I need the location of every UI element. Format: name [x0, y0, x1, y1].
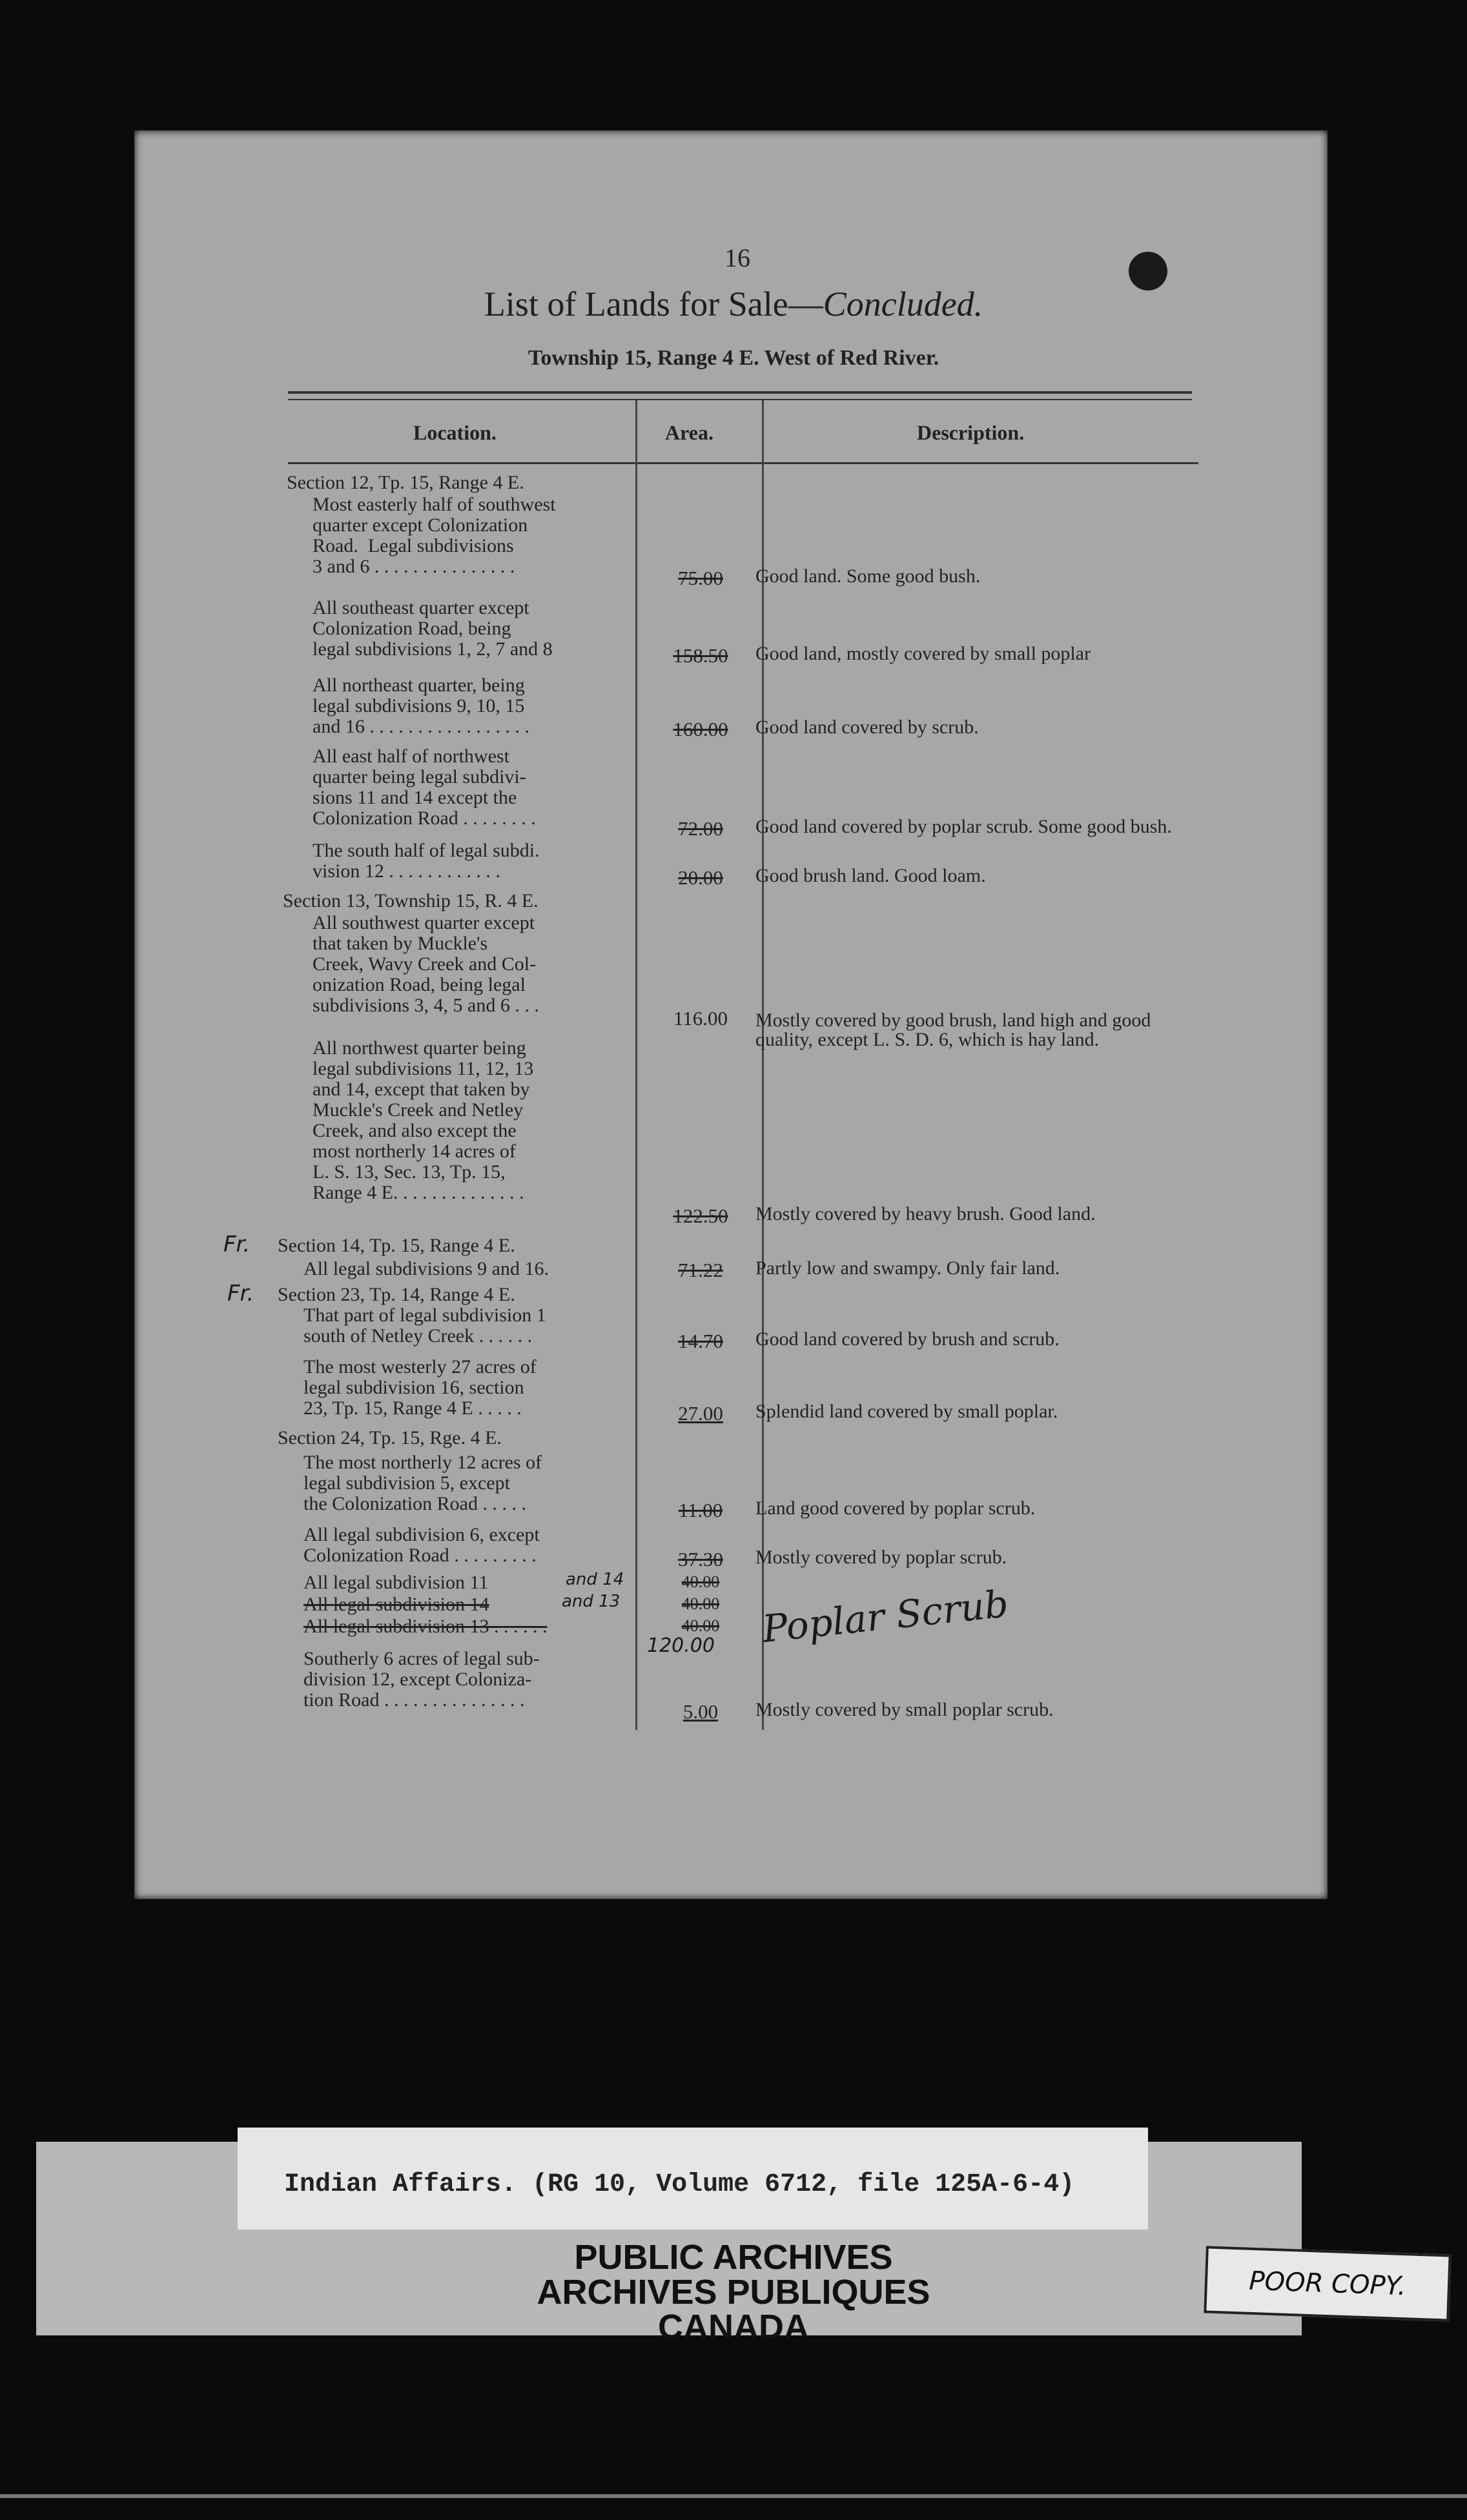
frame-edge: [0, 2494, 1467, 2498]
table-row-area: 20.00: [678, 866, 723, 889]
table-row-description: Good land covered by poplar scrub. Some good bush.: [755, 816, 1172, 837]
page-title: List of Lands for Sale—Concluded.: [484, 285, 983, 323]
column-divider-1: [635, 400, 637, 1730]
table-row-location: All east half of northwest quarter being legal subdivi- sions 11 and 14 except the Colonization Road . . . . . . . .: [313, 746, 536, 829]
margin-note-fr: Fr.: [223, 1232, 251, 1257]
table-row-description: Good brush land. Good loam.: [755, 865, 986, 886]
table-row-location: All legal subdivisions 9 and 16.: [303, 1258, 549, 1279]
archive-stamp-line-1: PUBLIC ARCHIVES: [574, 2238, 893, 2277]
table-row-area: 5.00: [682, 1700, 719, 1723]
archive-stamp-line-3: CANADA: [658, 2308, 809, 2346]
table-row-description: Partly low and swampy. Only fair land.: [755, 1257, 1060, 1279]
poor-copy-note: POOR COPY.: [1204, 2246, 1451, 2321]
table-row-area: 75.00: [678, 567, 723, 589]
table-row-area: 71.22: [678, 1259, 723, 1281]
table-row-description: Good land, mostly covered by small poplar: [755, 643, 1091, 664]
table-row-area: 11.00: [678, 1499, 723, 1521]
table-row-location: All northwest quarter being legal subdivisions 11, 12, 13 and 14, except that taken by Muckle's Creek and Netley Creek, and also except the most northerly 14 acres of L. S. 13, Sec. 13, Tp. 15, Range 4 E. . . . . . . . . . . . . .: [313, 1037, 534, 1203]
table-row-area: 40.00: [681, 1594, 720, 1613]
table-row-location: Southerly 6 acres of legal sub- division 12, except Coloniza- tion Road . . . . . . . . . . . . . . .: [303, 1648, 540, 1711]
top-rule-1: [288, 391, 1192, 394]
table-row-area: 40.00: [681, 1616, 720, 1635]
header-area: Area.: [665, 421, 713, 444]
table-row-description: Mostly covered by heavy brush. Good land.: [755, 1203, 1096, 1224]
table-row-area: 27.00: [678, 1402, 723, 1425]
table-row-area: 116.00: [673, 1007, 728, 1030]
table-row-location: Most easterly half of southwest quarter except Colonization Road. Legal subdivisions 3 and 6 . . . . . . . . . . . . . . .: [313, 494, 556, 577]
table-row-description: Mostly covered by good brush, land high and good quality, except L. S. D. 6, which is hay land.: [755, 1010, 1151, 1050]
table-row-description: Land good covered by poplar scrub.: [755, 1498, 1036, 1519]
page-subtitle: Township 15, Range 4 E. West of Red River.: [528, 346, 939, 370]
header-rule: [288, 462, 1198, 464]
table-row-description: Good land covered by scrub.: [755, 716, 979, 738]
table-row-location: All legal subdivision 11: [303, 1572, 489, 1593]
header-location: Location.: [413, 421, 497, 444]
table-row-area: 72.00: [678, 817, 723, 840]
table-row-location: All legal subdivision 6, except Colonization Road . . . . . . . . .: [303, 1524, 540, 1566]
table-row-area: 37.30: [678, 1548, 723, 1570]
table-row-area: 158.50: [673, 644, 728, 667]
handwritten-note: Poplar Scrub: [760, 1581, 1010, 1651]
handwritten-addition: and 14: [566, 1570, 624, 1589]
table-row-location: Section 24, Tp. 15, Rge. 4 E.: [278, 1427, 502, 1448]
table-row-area: 160.00: [673, 718, 728, 740]
table-row-location: All legal subdivision 13 . . . . . .: [303, 1616, 548, 1637]
header-description: Description.: [917, 421, 1025, 444]
table-row-location: Section 13, Township 15, R. 4 E.: [283, 890, 539, 911]
table-row-location: All northeast quarter, being legal subdivisions 9, 10, 15 and 16 . . . . . . . . . . . . . . . . .: [313, 675, 529, 737]
table-row-location: Section 23, Tp. 14, Range 4 E.: [278, 1284, 515, 1305]
table-row-location: The south half of legal subdi. vision 12 . . . . . . . . . . . .: [313, 840, 540, 882]
margin-note-fr: Fr.: [227, 1281, 254, 1306]
table-row-location: All southwest quarter except that taken by Muckle's Creek, Wavy Creek and Col- onization Road, being legal subdivisions 3, 4, 5 and 6 . . .: [313, 912, 539, 1016]
table-row-location: That part of legal subdivision 1 south of Netley Creek . . . . . .: [303, 1305, 546, 1346]
page-number: 16: [724, 243, 750, 272]
table-row-description: Splendid land covered by small poplar.: [755, 1401, 1058, 1422]
table-row-area: 122.50: [673, 1204, 728, 1227]
table-row-area: 40.00: [681, 1572, 720, 1591]
handwritten-total: 120.00: [647, 1634, 715, 1657]
table-row-description: Mostly covered by poplar scrub.: [755, 1547, 1007, 1568]
archive-citation: Indian Affairs. (RG 10, Volume 6712, file 125A-6-4): [284, 2170, 1075, 2199]
table-row-description: Good land covered by brush and scrub.: [755, 1328, 1060, 1350]
table-row-location: The most westerly 27 acres of legal subdivision 16, section 23, Tp. 15, Range 4 E . . . . .: [303, 1356, 537, 1419]
handwritten-addition: and 13: [562, 1592, 621, 1611]
table-row-description: Good land. Some good bush.: [755, 565, 981, 587]
column-divider-2: [762, 400, 764, 1730]
table-row-description: Mostly covered by small poplar scrub.: [755, 1699, 1054, 1720]
table-row-location: All legal subdivision 14: [303, 1594, 489, 1615]
table-row-location: Section 14, Tp. 15, Range 4 E.: [278, 1235, 515, 1256]
table-row-location: Section 12, Tp. 15, Range 4 E.: [287, 472, 524, 493]
top-rule-2: [288, 399, 1192, 400]
archive-stamp-line-2: ARCHIVES PUBLIQUES: [537, 2273, 930, 2312]
table-row-location: All southeast quarter except Colonization Road, being legal subdivisions 1, 2, 7 and 8: [313, 597, 553, 660]
table-row-location: The most northerly 12 acres of legal subdivision 5, except the Colonization Road . . . . .: [303, 1452, 542, 1514]
table-row-area: 14.70: [678, 1330, 723, 1352]
